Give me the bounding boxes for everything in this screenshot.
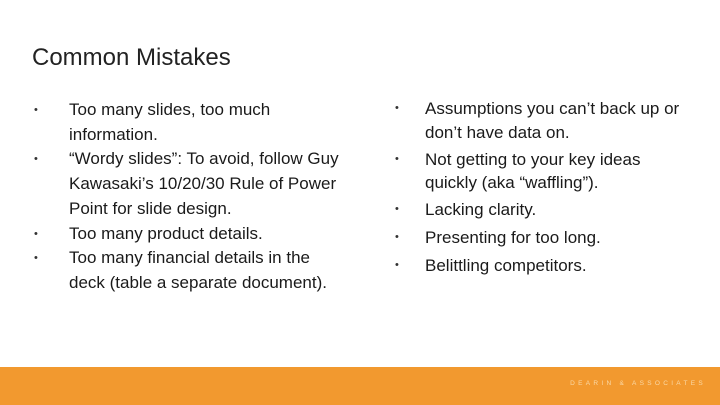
bullet-text: “Wordy slides”: To avoid, follow Guy Kawasaki’s 10/20/30 Rule of Power Point for slide design. [69,149,339,218]
bullet-text: Assumptions you can’t back up or don’t have data on. [425,99,680,142]
right-bullet-item [393,198,693,222]
bullet-dot-icon: • [395,258,399,271]
bullet-text: Too many slides, too much information. [69,100,271,144]
footer-brand-logo: DEARIN & ASSOCIATES [570,380,706,387]
bullet-text: Lacking clarity. [425,200,537,220]
bullet-dot-icon: • [34,252,38,265]
bullet-dot-icon: • [395,152,399,165]
footer-bar [0,367,720,405]
bullet-dot-icon: • [395,203,399,216]
right-bullet-item [393,226,693,250]
bullet-dot-icon: • [395,102,399,114]
bullet-dot-icon: • [34,104,38,116]
bullet-text: Too many financial details in the deck (table a separate document). [69,248,327,292]
right-bullet-item [393,148,693,196]
right-bullet-item [393,97,693,145]
bullet-dot-icon: • [34,153,38,166]
slide-title: Common Mistakes [32,44,231,71]
bullet-text: Not getting to your key ideas quickly (aka “waffling”). [425,149,641,193]
left-bullet-item [34,222,344,247]
bullet-text: Belittling competitors. [425,255,587,275]
bullet-text: Presenting for too long. [425,227,601,247]
left-bullet-list [34,98,344,296]
right-bullet-item [393,254,693,278]
bullet-dot-icon: • [395,230,399,243]
left-bullet-item [34,246,344,295]
left-bullet-item [34,147,344,221]
left-bullet-item [34,98,344,147]
bullet-text: Too many product details. [69,223,263,243]
right-bullet-list [393,97,693,281]
bullet-dot-icon: • [34,227,38,240]
